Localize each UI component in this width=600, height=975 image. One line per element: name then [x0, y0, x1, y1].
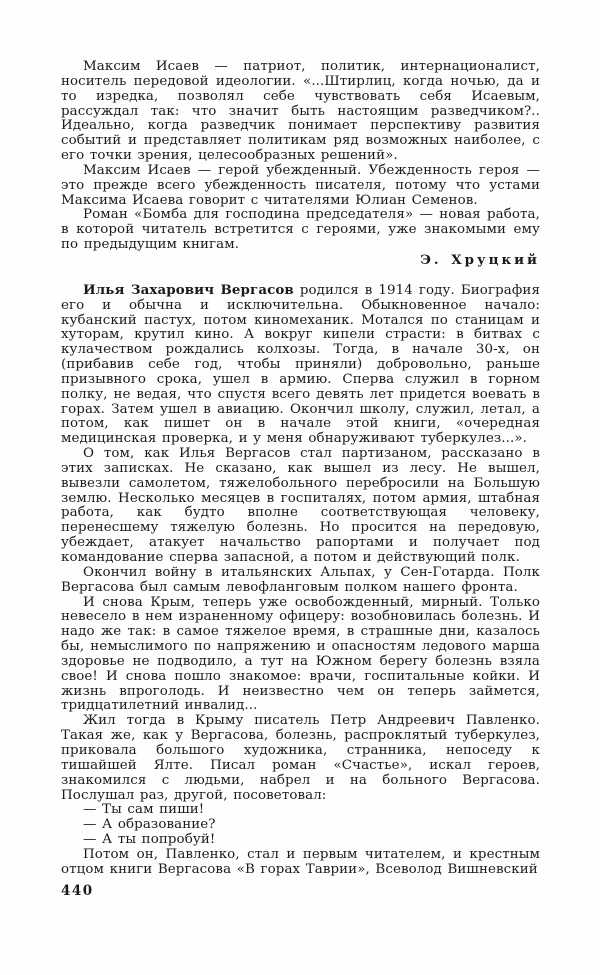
dialogue-line-3: — А ты попробуй!: [83, 832, 216, 848]
bio-lead-paragraph: [61, 283, 540, 447]
text-column: [61, 60, 540, 878]
intro-paragraph-3: Роман «Бомба для господина председателя» — новая работа, в которой читатель встретится с героями, уже знакомыми ему по предыдущим книгам.: [61, 207, 540, 253]
bio-paragraph-1: О том, как Илья Вергасов стал партизаном, рассказано в этих записках. Не сказано, как вышел из лесу. Не вышел, вывезли самолетом, тяжелобольного перебросили на Большую землю. Несколько месяцев в госпиталях, потом армия, штабная работа, как будто вполне соответствующая человеку, перенесшему тяжелую болезнь. Но просится на передовую, убеждает, атакует начальство рапортами и получает под командование сперва запасной, а потом и действующий полк.: [61, 446, 540, 565]
dialogue-line-1: — Ты сам пиши!: [83, 802, 205, 818]
intro-paragraph-2: Максим Исаев — герой убежденный. Убежденность героя — это прежде всего убежденность писателя, потому что устами Максима Исаева говорит с читателями Юлиан Семенов.: [61, 162, 540, 208]
dialogue-line-2: — А образование?: [83, 817, 216, 833]
intro-paragraph-1: Максим Исаев — патриот, политик, интернационалист, носитель передовой идеологии. «...Штирлиц, когда ночью, да и то изредка, позволял себе чувствовать себя Исаевым, рассуждал так: что значит быть настоящим разведчиком?.. Идеально, когда разведчик понимает перспективу развития событий и представляет политикам ряд возможных наиболее, с его точки зрения, целесообразных решений».: [61, 59, 540, 164]
closing-paragraph: Потом он, Павленко, стал и первым читателем, и крестным отцом книги Вергасова «В горах Таврии», Всеволод Вишневский: [61, 846, 540, 877]
bio-paragraph-2: Окончил войну в итальянских Альпах, у Сен-Готарда. Полк Вергасова был самым левофланговым полком нашего фронта.: [61, 564, 540, 595]
bio-paragraph-3: И снова Крым, теперь уже освобожденный, мирный. Только невесело в нем израненному офицеру: возобновилась болезнь. И надо же так: в самое тяжелое время, в страшные дни, казалось бы, немыслимого по напряжению и опасностям ледового марша здоровье не подводило, а тут на Южном берегу болезнь взяла свое! И снова пошло знакомое: врачи, госпитальные койки. И жизнь впроголодь. И неизвестно чем он теперь займется, тридцатилетний инвалид...: [61, 594, 540, 714]
bio-lead-text: родился в 1914 году. Биография его и обычна и исключительна. Обыкновенное начало: кубанский пастух, потом киномеханик. Мотался по станицам и хуторам, крутил кино. А вокруг кипели страсти: в битвах с кулачеством рождались колхозы. Тогда, в начале 30-х, он (прибавив себе год, чтобы приняли) добровольно, раньше призывного срока, ушел в армию. Сперва служил в горном полку, не ведая, что спустя всего девять лет придется воевать в горах. Затем ушел в авиацию. Окончил школу, служил, летал, а потом, как пишет он в начале этой книги, «очередная медицинская проверка, и у меня обнаруживают туберкулез...».: [61, 282, 540, 447]
page-number: 440: [61, 883, 94, 899]
bio-paragraph-4: Жил тогда в Крыму писатель Петр Андреевич Павленко. Такая же, как у Вергасова, болезнь, распроклятый туберкулез, приковала большого художника, странника, непоседу к тишайшей Ялте. Писал роман «Счастье», искал героев, знакомился с людьми, набрел и на больного Вергасова. Послушал раз, другой, посоветовал:: [61, 713, 540, 803]
author-signature: Э. Хруцкий: [420, 251, 540, 268]
subject-name-bold: Илья Захарович Вергасов: [83, 281, 294, 298]
